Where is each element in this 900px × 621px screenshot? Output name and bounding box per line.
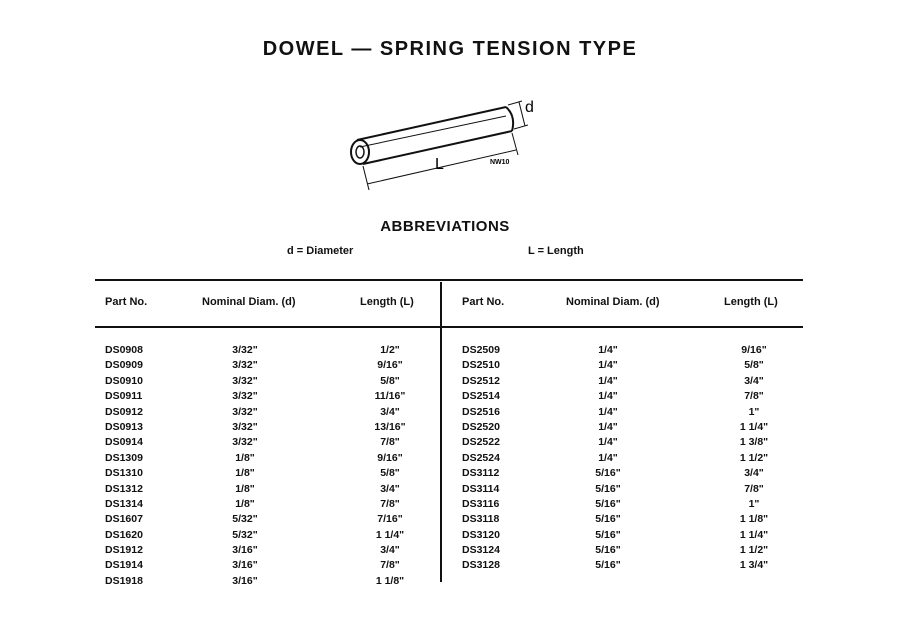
- right-length-cell: 1 1/4": [739, 528, 769, 541]
- left-length-cell: 7/8": [380, 559, 400, 572]
- left-length-cell: 1/2": [380, 344, 400, 356]
- right-diam-cell: 1/4": [598, 390, 618, 403]
- right-length-cell: 9/16": [741, 344, 767, 356]
- right-part-cell: DS2512: [462, 374, 500, 387]
- abbrev-length: L = Length: [528, 245, 584, 257]
- left-length-cell: 13/16": [374, 420, 406, 433]
- right-length-cell: 1 1/2": [739, 544, 769, 557]
- left-part-cell: DS0913: [105, 420, 143, 433]
- right-diam-cell: 5/16": [595, 544, 621, 557]
- left-length-cell: 9/16": [377, 359, 403, 372]
- left-diam-cell: 3/32": [232, 405, 258, 418]
- left-diam-cell: 3/16": [232, 559, 258, 572]
- abbrev-diameter: d = Diameter: [287, 245, 354, 257]
- right-length-cell: 1 1/8": [739, 513, 769, 526]
- right-part-cell: DS2522: [462, 436, 500, 449]
- left-diam-cell: 3/16": [232, 574, 258, 587]
- left-length-cell: 7/16": [377, 513, 403, 526]
- header-length-right: Length (L): [724, 296, 778, 308]
- right-diam-cell: 1/4": [598, 436, 618, 449]
- right-part-cell: DS3124: [462, 544, 500, 557]
- right-part-cell: DS2514: [462, 390, 500, 403]
- left-length-cell: 3/4": [380, 544, 400, 557]
- header-length-left: Length (L): [360, 296, 414, 308]
- left-part-cell: DS1912: [105, 544, 143, 557]
- right-part-cell: DS3118: [462, 513, 500, 526]
- right-length-cell: 1 1/4": [739, 420, 769, 433]
- left-part-column: [105, 343, 195, 589]
- right-diam-cell: 5/16": [595, 559, 621, 572]
- header-nominal-diam-left: Nominal Diam. (d): [202, 296, 296, 308]
- left-part-cell: DS0909: [105, 359, 143, 372]
- right-length-cell: 7/8": [744, 482, 764, 495]
- page-title: DOWEL — SPRING TENSION TYPE: [262, 38, 638, 60]
- right-diam-cell: 1/4": [598, 405, 618, 418]
- left-diam-column: [215, 343, 275, 589]
- right-diam-cell: 5/16": [595, 482, 621, 495]
- left-length-column: [360, 343, 420, 589]
- right-part-cell: DS3114: [462, 482, 500, 495]
- right-part-cell: DS3116: [462, 497, 500, 510]
- right-diam-cell: 5/16": [595, 528, 621, 541]
- left-diam-cell: 3/32": [232, 344, 258, 356]
- left-part-cell: DS0912: [105, 405, 143, 418]
- dowel-drawing: [340, 92, 540, 192]
- header-part-no-right: Part No.: [462, 296, 505, 308]
- left-part-cell: DS1309: [105, 451, 143, 464]
- left-part-cell: DS1918: [105, 574, 143, 587]
- left-diam-cell: 1/8": [235, 467, 255, 480]
- left-length-cell: 7/8": [380, 497, 400, 510]
- right-part-cell: DS2510: [462, 359, 500, 372]
- left-diam-cell: 5/32": [232, 513, 258, 526]
- left-part-cell: DS1314: [105, 497, 143, 510]
- right-part-cell: DS2520: [462, 420, 500, 433]
- left-part-cell: DS0914: [105, 436, 143, 449]
- right-length-cell: 1": [748, 405, 760, 418]
- right-diam-cell: 1/4": [598, 344, 618, 356]
- left-diam-cell: 1/8": [235, 497, 255, 510]
- right-diam-cell: 5/16": [595, 467, 621, 480]
- left-length-cell: 5/8": [380, 467, 400, 480]
- left-diam-cell: 3/32": [232, 420, 258, 433]
- left-diam-cell: 3/32": [232, 436, 258, 449]
- left-length-cell: 1 1/8": [375, 574, 405, 587]
- right-part-column: [462, 343, 552, 574]
- right-length-column: [724, 343, 784, 574]
- right-length-cell: 3/4": [744, 467, 764, 480]
- left-length-cell: 3/4": [380, 405, 400, 418]
- header-nominal-diam-right: Nominal Diam. (d): [566, 296, 660, 308]
- left-diam-cell: 5/32": [232, 528, 258, 541]
- left-length-cell: 1 1/4": [375, 528, 405, 541]
- left-length-cell: 11/16": [374, 390, 406, 403]
- left-part-cell: DS1312: [105, 482, 143, 495]
- right-diam-cell: 1/4": [598, 451, 618, 464]
- left-part-cell: DS0910: [105, 374, 143, 387]
- table-top-rule: [95, 279, 803, 281]
- right-part-cell: DS2509: [462, 344, 500, 356]
- right-length-cell: 1": [748, 497, 760, 510]
- right-length-cell: 1 3/8": [739, 436, 769, 449]
- drawing-ref-code: NW10: [490, 159, 510, 166]
- right-part-cell: DS2516: [462, 405, 500, 418]
- left-diam-cell: 3/32": [232, 374, 258, 387]
- left-part-cell: DS1607: [105, 513, 143, 526]
- left-length-cell: 5/8": [380, 374, 400, 387]
- abbreviations-heading: ABBREVIATIONS: [380, 218, 510, 235]
- header-part-no-left: Part No.: [105, 296, 148, 308]
- right-diam-cell: 1/4": [598, 374, 618, 387]
- left-part-cell: DS0911: [105, 390, 143, 403]
- right-length-cell: 1 1/2": [739, 451, 769, 464]
- right-diam-cell: 1/4": [598, 420, 618, 433]
- dimension-d-label: d: [525, 99, 534, 116]
- right-length-cell: 1 3/4": [739, 559, 769, 572]
- right-diam-cell: 1/4": [598, 359, 618, 372]
- right-part-cell: DS2524: [462, 451, 500, 464]
- left-length-cell: 7/8": [380, 436, 400, 449]
- right-diam-column: [578, 343, 638, 574]
- left-diam-cell: 3/32": [232, 390, 258, 403]
- right-length-cell: 5/8": [744, 359, 764, 372]
- left-part-cell: DS1310: [105, 467, 143, 480]
- left-part-cell: DS0908: [105, 344, 143, 356]
- left-part-cell: DS1620: [105, 528, 143, 541]
- right-part-cell: DS3112: [462, 467, 500, 480]
- table-header-rule: [95, 326, 803, 328]
- right-length-cell: 3/4": [744, 374, 764, 387]
- left-diam-cell: 3/16": [232, 544, 258, 557]
- right-part-cell: DS3128: [462, 559, 500, 572]
- dimension-l-label: L: [435, 156, 444, 173]
- right-diam-cell: 5/16": [595, 513, 621, 526]
- left-length-cell: 9/16": [377, 451, 403, 464]
- left-length-cell: 3/4": [380, 482, 400, 495]
- left-diam-cell: 1/8": [235, 482, 255, 495]
- left-diam-cell: 3/32": [232, 359, 258, 372]
- right-length-cell: 7/8": [744, 390, 764, 403]
- left-part-cell: DS1914: [105, 559, 143, 572]
- left-diam-cell: 1/8": [235, 451, 255, 464]
- right-part-cell: DS3120: [462, 528, 500, 541]
- table-divider: [440, 282, 442, 582]
- right-diam-cell: 5/16": [595, 497, 621, 510]
